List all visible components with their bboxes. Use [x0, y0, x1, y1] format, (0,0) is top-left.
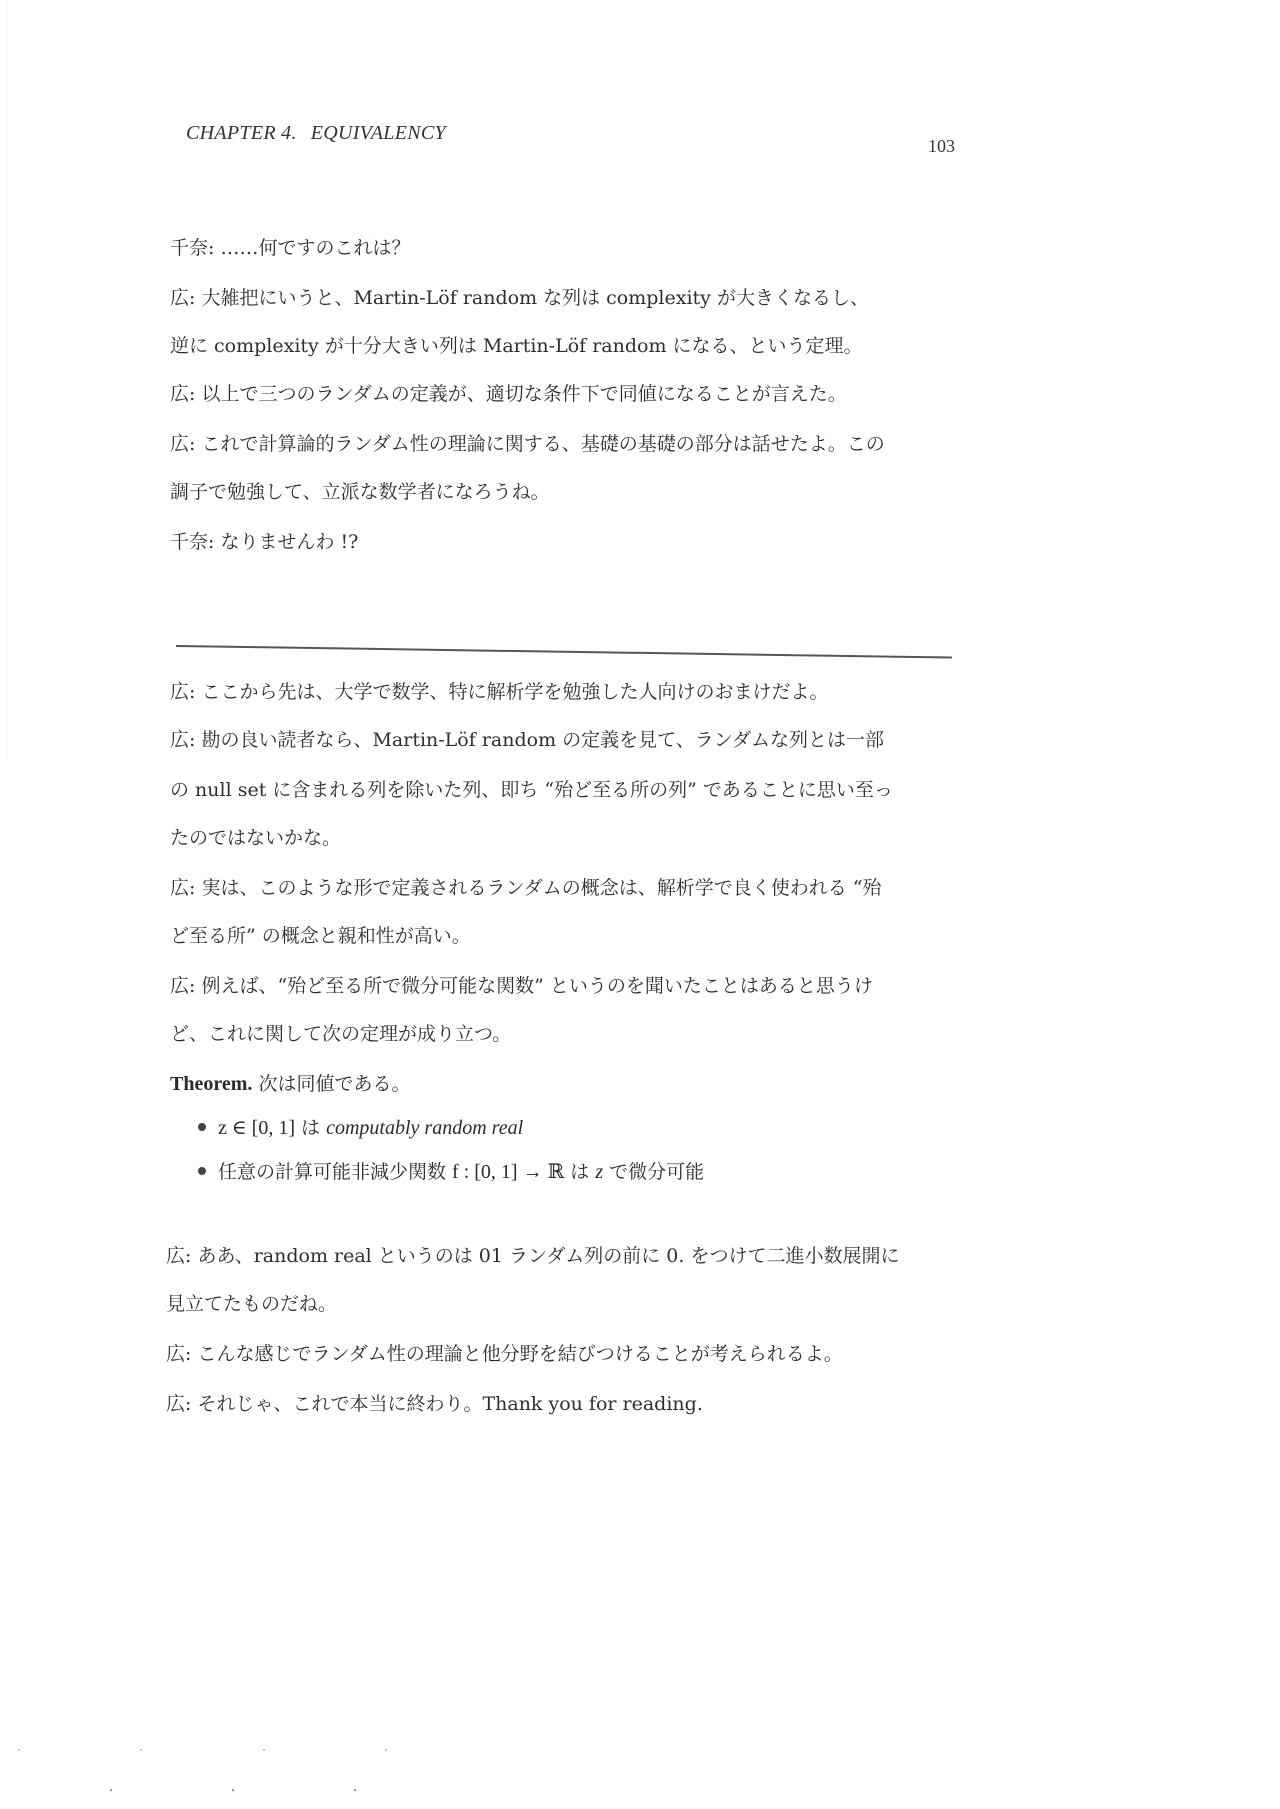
speaker-label: 広:	[170, 729, 196, 751]
dialogue-continuation	[170, 480, 550, 504]
dialogue-line	[170, 382, 847, 406]
dialogue-text: ……何ですのこれは？	[220, 237, 411, 259]
bullet-icon	[198, 1123, 206, 1131]
dialogue-text: 勘の良い読者なら、Martin-Löf random の定義を見て、ランダムな列とは一部	[201, 729, 884, 751]
dialogue-line	[170, 236, 410, 260]
page-edge-shadow	[6, 0, 10, 760]
dialogue-text: ここから先は、大学で数学、特に解析学を勉強した人向けのおまけだよ。	[201, 681, 829, 703]
dialogue-continuation	[170, 826, 341, 850]
math-variable: z	[595, 1161, 604, 1183]
scan-artifact	[263, 1749, 265, 1751]
chapter-title: EQUIVALENCY	[310, 122, 446, 144]
theorem-statement: 次は同値である。	[258, 1073, 411, 1095]
math-expression: z ∈ [0, 1]	[218, 1117, 296, 1139]
dialogue-text: 大雑把にいうと、Martin-Löf random な列は complexity が大きくなるし、	[201, 287, 869, 309]
theorem-item	[198, 1116, 523, 1140]
dialogue-line	[166, 1392, 703, 1416]
dialogue-text: 調子で勉強して、立派な数学者になろうね。	[170, 481, 550, 503]
dialogue-continuation	[170, 1022, 511, 1046]
speaker-label: 広:	[170, 287, 196, 309]
dialogue-text: これで計算論的ランダム性の理論に関する、基礎の基礎の部分は話せたよ。この	[201, 433, 885, 455]
connector-text: は	[564, 1161, 596, 1183]
dialogue-text: 実は、このような形で定義されるランダムの概念は、解析学で良く使われる “殆	[201, 877, 882, 899]
dialogue-line	[170, 432, 885, 456]
dialogue-line	[170, 530, 358, 554]
math-expression: f : [0, 1] → ℝ	[452, 1161, 565, 1183]
speaker-label: 広:	[170, 383, 196, 405]
chapter-label: CHAPTER 4.	[186, 122, 297, 144]
item-text: 任意の計算可能非減少関数	[218, 1161, 453, 1183]
dialogue-text: ど、これに関して次の定理が成り立つ。	[170, 1023, 512, 1045]
running-header	[186, 122, 446, 145]
item-text: で微分可能	[603, 1161, 705, 1183]
scan-artifact	[140, 1749, 142, 1751]
dialogue-continuation	[170, 778, 893, 802]
italic-term: computably random real	[326, 1117, 524, 1139]
dialogue-text: 例えば、“殆ど至る所で微分可能な関数” というのを聞いたことはあると思うけ	[201, 975, 873, 997]
dialogue-line	[170, 680, 828, 704]
dialogue-text: の null set に含まれる列を除いた列、即ち “殆ど至る所の列” であることに思い至っ	[170, 779, 893, 801]
dialogue-line	[170, 286, 869, 310]
speaker-label: 広:	[166, 1245, 192, 1267]
scan-artifact	[232, 1789, 234, 1791]
speaker-label: 広:	[170, 681, 196, 703]
dialogue-line	[170, 728, 884, 752]
scan-artifact	[385, 1749, 387, 1751]
dialogue-line	[166, 1342, 843, 1366]
dialogue-line	[170, 974, 873, 998]
scan-artifact	[354, 1789, 356, 1791]
dialogue-text: こんな感じでランダム性の理論と他分野を結びつけることが考えられるよ。	[197, 1343, 843, 1365]
dialogue-text: なりませんわ !?	[220, 531, 359, 553]
speaker-label: 広:	[170, 975, 196, 997]
dialogue-text: 見立てたものだね。	[166, 1293, 338, 1315]
bullet-icon	[198, 1167, 206, 1175]
dialogue-line	[170, 876, 881, 900]
dialogue-continuation	[170, 334, 863, 358]
speaker-label: 広:	[166, 1343, 192, 1365]
dialogue-text: 以上で三つのランダムの定義が、適切な条件下で同値になることが言えた。	[201, 383, 847, 405]
dialogue-text: たのではないかな。	[170, 827, 342, 849]
section-divider	[176, 645, 952, 658]
scan-artifact	[110, 1789, 112, 1791]
dialogue-continuation	[170, 924, 471, 948]
speaker-label: 広:	[166, 1393, 192, 1415]
theorem-heading	[170, 1072, 410, 1096]
dialogue-line	[166, 1244, 899, 1268]
page-number: 103	[928, 136, 955, 156]
dialogue-text: ああ、random real というのは 01 ランダム列の前に 0. をつけて二進小数展開に	[197, 1245, 900, 1267]
speaker-label: 広:	[170, 433, 196, 455]
speaker-label: 千奈:	[170, 237, 215, 259]
connector-text: は	[295, 1117, 327, 1139]
theorem-label: Theorem.	[170, 1073, 253, 1095]
theorem-item	[198, 1160, 704, 1184]
dialogue-continuation	[166, 1292, 337, 1316]
speaker-label: 広:	[170, 877, 196, 899]
speaker-label: 千奈:	[170, 531, 215, 553]
dialogue-text: 逆に complexity が十分大きい列は Martin-Löf random になる、という定理。	[170, 335, 863, 357]
dialogue-text: それじゃ、これで本当に終わり。Thank you for reading.	[197, 1393, 703, 1415]
dialogue-text: ど至る所” の概念と親和性が高い。	[170, 925, 471, 947]
scan-artifact	[18, 1749, 20, 1751]
